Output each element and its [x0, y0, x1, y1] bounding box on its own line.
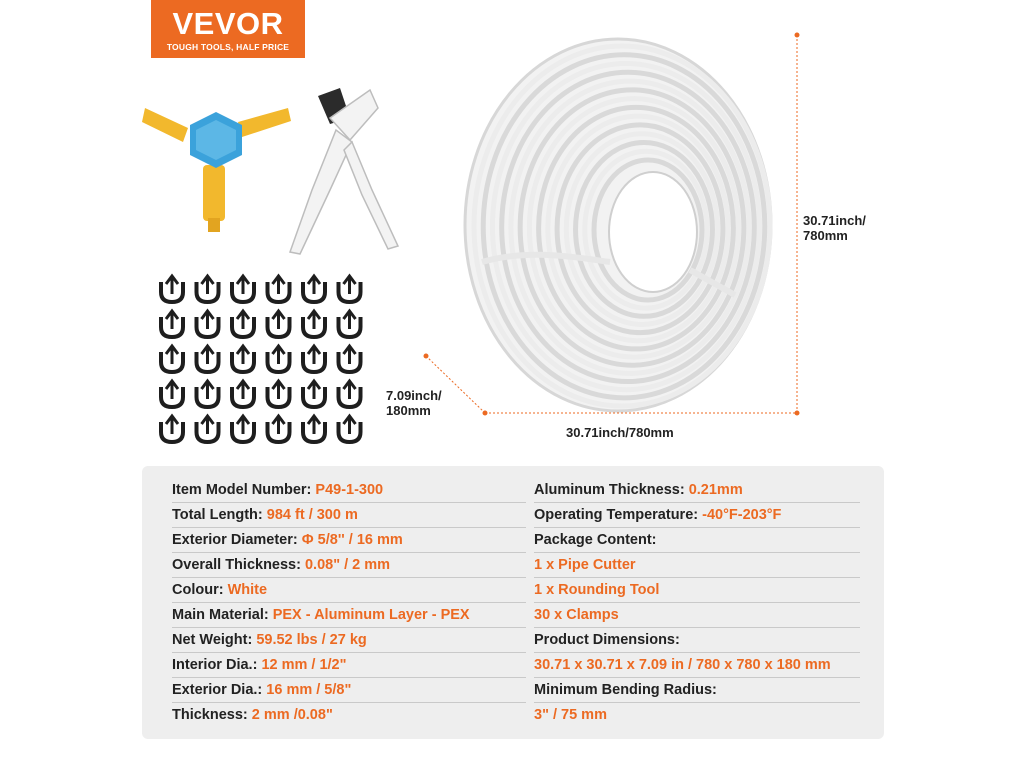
spec-label: Thickness: — [172, 707, 252, 723]
spec-row — [172, 653, 526, 678]
spec-row — [172, 703, 526, 728]
spec-label: Colour: — [172, 582, 228, 598]
spec-row — [172, 553, 526, 578]
width-dimension-label: 30.71inch/780mm — [566, 425, 674, 440]
spec-value: P49-1-300 — [315, 482, 384, 498]
spec-value: 59.52 lbs / 27 kg — [256, 632, 367, 648]
spec-row — [534, 553, 860, 578]
spec-label: Item Model Number: — [172, 482, 316, 498]
spec-label: Exterior Dia.: — [172, 682, 267, 698]
spec-row — [172, 503, 526, 528]
spec-value: PEX - Aluminum Layer - PEX — [272, 607, 470, 623]
spec-row — [172, 628, 526, 653]
spec-label: Interior Dia.: — [172, 657, 262, 673]
spec-row — [534, 678, 860, 703]
spec-label: Package Content: — [534, 532, 657, 548]
spec-label: Main Material: — [172, 607, 273, 623]
spec-row — [534, 628, 860, 653]
spec-row — [534, 503, 860, 528]
height-dimension-line1: 30.71inch/ — [803, 213, 866, 228]
spec-value: 1 x Rounding Tool — [534, 582, 660, 598]
depth-dimension-label — [386, 388, 442, 418]
spec-label: Product Dimensions: — [534, 632, 680, 648]
pex-pipe-coil-icon — [465, 39, 771, 411]
height-dimension-line2: 780mm — [803, 228, 848, 243]
spec-row — [534, 578, 860, 603]
spec-label: Operating Temperature: — [534, 507, 703, 523]
spec-label: Exterior Diameter: — [172, 532, 302, 548]
spec-label: Overall Thickness: — [172, 557, 305, 573]
spec-value: 2 mm /0.08" — [251, 707, 333, 723]
spec-row — [534, 528, 860, 553]
spec-row — [172, 528, 526, 553]
spec-label: Aluminum Thickness: — [534, 482, 689, 498]
depth-dimension-line2: 180mm — [386, 403, 431, 418]
spec-row — [534, 703, 860, 728]
spec-row — [172, 603, 526, 628]
spec-value: 3" / 75 mm — [534, 707, 607, 723]
spec-row — [172, 478, 526, 503]
spec-label: Minimum Bending Radius: — [534, 682, 717, 698]
spec-value: 1 x Pipe Cutter — [534, 557, 636, 573]
spec-label: Total Length: — [172, 507, 267, 523]
spec-row — [172, 678, 526, 703]
spec-value: 16 mm / 5/8" — [266, 682, 352, 698]
spec-value: White — [227, 582, 268, 598]
pipe-cutter-icon — [290, 88, 398, 254]
height-dimension-label — [803, 213, 866, 243]
spec-value: 0.21mm — [688, 482, 743, 498]
spec-value: 984 ft / 300 m — [266, 507, 358, 523]
spec-value: 12 mm / 1/2" — [261, 657, 347, 673]
spec-label: Net Weight: — [172, 632, 257, 648]
spec-value: Φ 5/8'' / 16 mm — [301, 532, 403, 548]
spec-row — [534, 653, 860, 678]
spec-row — [534, 478, 860, 503]
depth-dimension-line1: 7.09inch/ — [386, 388, 442, 403]
spec-row — [172, 578, 526, 603]
spec-row — [534, 603, 860, 628]
brand-tagline: TOUGH TOOLS, HALF PRICE — [166, 42, 290, 52]
rounding-tool-icon — [142, 108, 291, 232]
spec-value: 30 x Clamps — [534, 607, 619, 623]
spec-value: -40°F-203°F — [702, 507, 782, 523]
spec-value: 0.08" / 2 mm — [304, 557, 391, 573]
pipe-clamps-icon — [161, 276, 361, 442]
spec-value: 30.71 x 30.71 x 7.09 in / 780 x 780 x 180 mm — [534, 657, 831, 673]
brand-name: VEVOR — [172, 6, 284, 41]
